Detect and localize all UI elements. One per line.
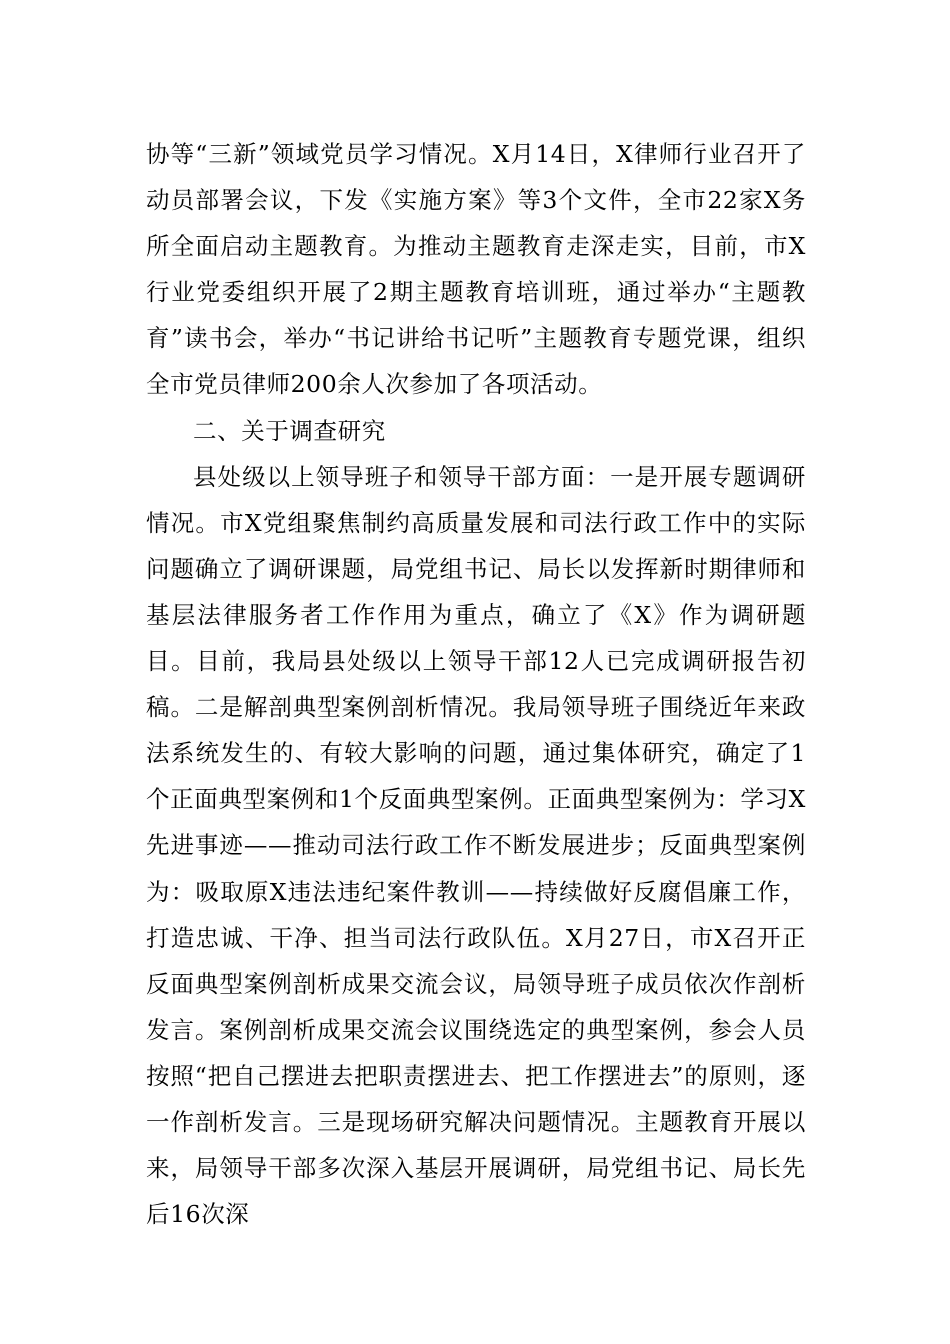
section-heading: 二、关于调查研究 [193, 416, 386, 445]
document-body [146, 131, 806, 1237]
paragraph-continuation: 协等“三新”领域党员学习情况。X月14日，X律师行业召开了动员部署会议，下发《实施方案》等3个文件，全市22家X务所全面启动主题教育。为推动主题教育走深走实，目前，市X行业党委组织开展了2期主题教育培训班，通过举办“主题教育”读书会，举办“书记讲给书记听”主题教育专题党课，组织全市党员律师200余人次参加了各项活动。 [146, 140, 806, 399]
paragraph-research: 县处级以上领导班子和领导干部方面：一是开展专题调研情况。市X党组聚焦制约高质量发展和司法行政工作中的实际问题确立了调研课题，局党组书记、局长以发挥新时期律师和基层法律服务者工作作用为重点，确立了《X》作为调研题目。目前，我局县处级以上领导干部12人已完成调研报告初稿。二是解剖典型案例剖析情况。我局领导班子围绕近年来政法系统发生的、有较大影响的问题，通过集体研究，确定了1个正面典型案例和1个反面典型案例。正面典型案例为：学习X先进事迹——推动司法行政工作不断发展进步；反面典型案例为：吸取原X违法违纪案件教训——持续做好反腐倡廉工作，打造忠诚、干净、担当司法行政队伍。X月27日，市X召开正反面典型案例剖析成果交流会议，局领导班子成员依次作剖析发言。案例剖析成果交流会议围绕选定的典型案例，参会人员按照“把自己摆进去把职责摆进去、把工作摆进去”的原则，逐一作剖析发言。三是现场研究解决问题情况。主题教育开展以来，局领导干部多次深入基层开展调研，局党组书记、局长先后16次深 [146, 462, 806, 1229]
